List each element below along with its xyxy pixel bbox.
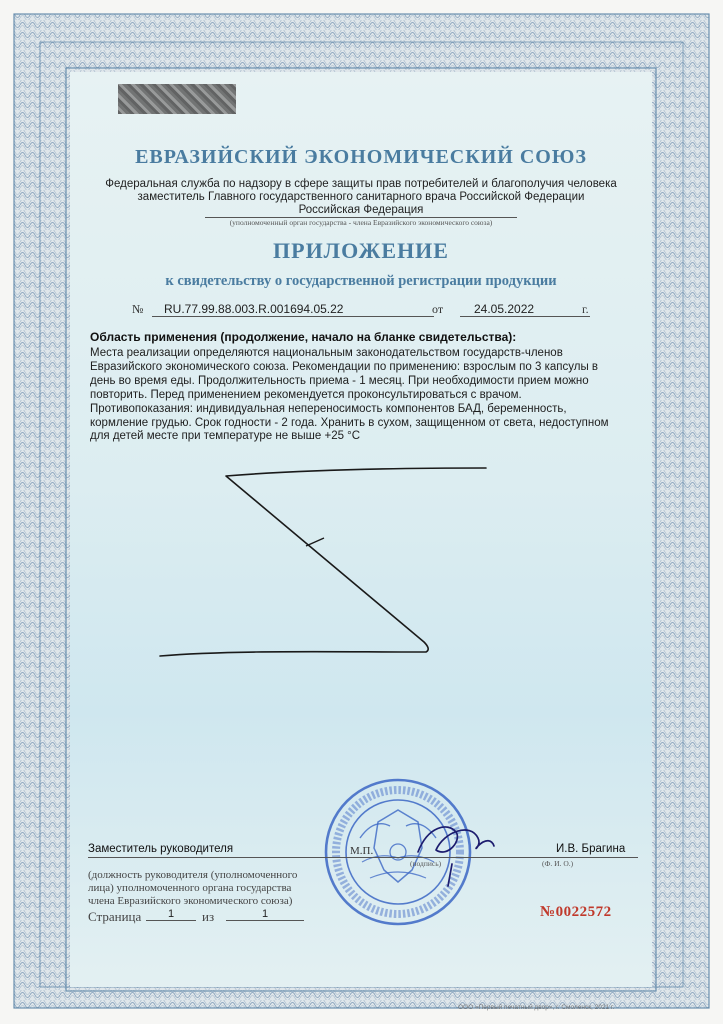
registration-date: 24.05.2022 (460, 302, 590, 317)
scope-line: Места реализации определяются национальным законодательством государств-членов (90, 347, 563, 359)
position-caption-line-1: (должность руководителя (уполномоченного (88, 869, 298, 881)
appendix-subtitle: к свидетельству о государственной регистрации продукции (165, 273, 557, 289)
z-strike-mark (160, 468, 486, 656)
scope-line: Противопоказания: индивидуальная непереносимость компонентов БАД, беременность, (90, 402, 567, 415)
page-number: 1 (146, 908, 196, 921)
agency-caption: (уполномоченный орган государства - члена Евразийского экономического союза) (229, 218, 493, 227)
date-label: от (432, 302, 444, 316)
printer-credit: ООО «Первый печатный двор», г. Смоленск, 2021 г. (458, 1004, 615, 1011)
number-label: № (132, 302, 144, 316)
page-total: 1 (226, 908, 304, 921)
seal-place-label: М.П. (350, 845, 374, 857)
agency-line-3: Российская Федерация (298, 204, 424, 216)
agency-line-2: заместитель Главного государственного санитарного врача Российской Федерации (137, 191, 585, 203)
agency-line-1: Федеральная служба по надзору в сфере защиты прав потребителей и благополучия человека (105, 178, 617, 190)
page-label: Страница (88, 909, 142, 924)
registration-number: RU.77.99.88.003.R.001694.05.22 (152, 302, 434, 317)
scope-line: день во время еды. Продолжительность приема - 1 месяц. При необходимости прием можно (90, 374, 589, 387)
scope-line: для детей месте при температуре не выше +25 °С (90, 430, 361, 443)
union-title: ЕВРАЗИЙСКИЙ ЭКОНОМИЧЕСКИЙ СОЮЗ (135, 146, 587, 168)
scope-line: кормление грудью. Срок годности - 2 года. Хранить в сухом, защищенном от света, недоступном (90, 416, 609, 429)
year-suffix: г. (582, 302, 589, 316)
appendix-title: ПРИЛОЖЕНИЕ (273, 238, 449, 263)
scope-heading: Область применения (продолжение, начало на бланке свидетельства): (90, 330, 517, 344)
scope-line: повторить. Перед применением рекомендуется проконсультироваться с врачом. (90, 388, 522, 401)
signer-name: И.В. Брагина (556, 843, 626, 855)
scope-line: Евразийского экономического союза. Рекомендации по применению: взрослым по 3 капсулы в (90, 360, 599, 373)
position-caption-line-3: члена Евразийского экономического союза) (88, 895, 293, 907)
signature-underline (88, 857, 638, 858)
deputy-label: Заместитель руководителя (88, 843, 234, 855)
signature-caption: (подпись) (410, 859, 442, 868)
form-serial-number: №0022572 (540, 904, 612, 920)
official-stamp (326, 780, 470, 924)
fio-caption: (Ф. И. О.) (542, 859, 574, 868)
position-caption-line-2: лица) уполномоченного органа государства (88, 882, 292, 894)
page-of-label: из (202, 909, 215, 924)
